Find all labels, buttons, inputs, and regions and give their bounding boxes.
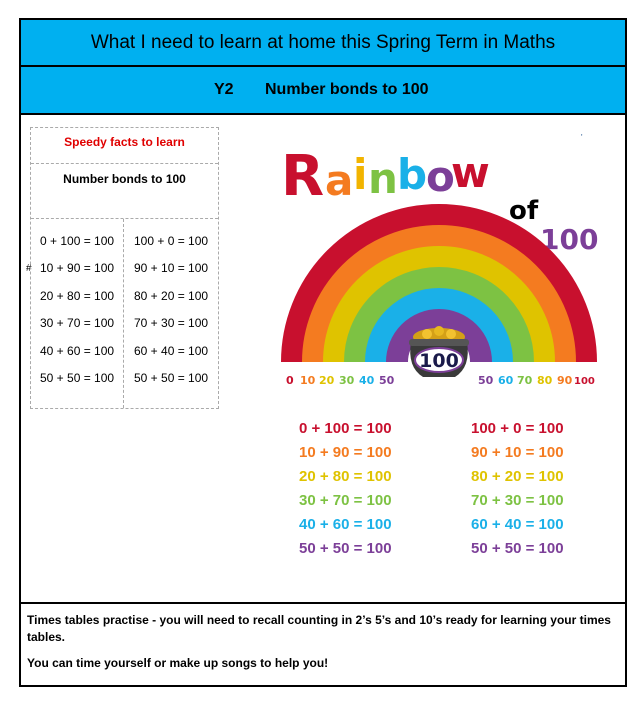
main-content (21, 115, 625, 602)
title-number: 100 (540, 223, 599, 256)
scale-right-80: 80 (537, 374, 553, 387)
title-of: of (509, 196, 539, 226)
scale-left-50: 50 (379, 374, 395, 387)
fact-item: 70 + 30 = 100 (134, 316, 209, 331)
title-letter-a: a (325, 156, 354, 205)
facts-heading: Speedy facts to learn (31, 128, 218, 164)
poster-sum: 20 + 80 = 100 (299, 468, 392, 485)
scale-right-50: 50 (478, 374, 494, 387)
fact-item: 40 + 60 = 100 (40, 343, 115, 358)
scale-right-100: 100 (574, 376, 595, 387)
scale-left-10: 10 (300, 374, 316, 387)
fact-item: 30 + 70 = 100 (40, 316, 115, 331)
title-letter-i: i (353, 150, 368, 199)
scale-right-90: 90 (557, 374, 573, 387)
scale-left-30: 30 (339, 374, 355, 387)
poster-sum: 30 + 70 = 100 (299, 492, 392, 509)
poster-sum: 50 + 50 = 100 (299, 540, 392, 557)
fact-item: 80 + 20 = 100 (134, 288, 209, 303)
poster-sum: 10 + 90 = 100 (299, 444, 392, 461)
fact-item: 60 + 40 = 100 (134, 343, 209, 358)
facts-table (30, 127, 219, 409)
year-label: Y2 (214, 81, 234, 98)
poster-sum: 80 + 20 = 100 (471, 468, 564, 485)
fact-item: 50 + 50 = 100 (40, 371, 115, 386)
facts-divider (123, 219, 124, 408)
footer-line-1: Times tables practise - you will need to recall counting in 2’s 5’s and 10’s ready for learning your times tables. (27, 613, 611, 644)
pot-of-gold (409, 326, 469, 377)
fact-item: 20 + 80 = 100 (40, 288, 115, 303)
stray-tick: ' (581, 133, 583, 142)
rainbow-poster (261, 127, 599, 587)
poster-sum: 70 + 30 = 100 (471, 492, 564, 509)
stray-mark: # (26, 263, 32, 274)
poster-sums-left (299, 417, 392, 561)
title-letter-o: o (426, 152, 455, 201)
rainbow-graphic (261, 127, 599, 397)
scale-left-0: 0 (286, 374, 294, 387)
fact-item: 0 + 100 = 100 (40, 234, 115, 248)
title-letter-n: n (368, 154, 398, 203)
title-letter-w: w (451, 148, 490, 197)
scale-left-40: 40 (359, 374, 375, 387)
title-letter-r: R (281, 144, 325, 209)
pot-label: 100 (419, 350, 459, 372)
fact-item: 10 + 90 = 100 (40, 261, 115, 276)
facts-left-column (40, 228, 114, 392)
fact-item: 100 + 0 = 100 (134, 234, 209, 248)
poster-sum: 0 + 100 = 100 (299, 420, 392, 437)
facts-right-column (134, 228, 208, 392)
page-title: What I need to learn at home this Spring Term in Maths (21, 20, 625, 67)
scale-right-60: 60 (498, 374, 514, 387)
poster-sum: 100 + 0 = 100 (471, 420, 564, 437)
topic-label: Number bonds to 100 (265, 81, 429, 98)
poster-sum: 50 + 50 = 100 (471, 540, 564, 557)
footer-line-2: You can time yourself or make up songs to help you! (27, 656, 329, 670)
title-letter-b: b (397, 150, 428, 199)
poster-sum: 40 + 60 = 100 (299, 516, 392, 533)
poster-sums-right (471, 417, 564, 561)
fact-item: 90 + 10 = 100 (134, 261, 209, 276)
footer-notes (21, 602, 625, 685)
facts-subheading: Number bonds to 100 (31, 164, 218, 219)
subtitle-bar (21, 67, 625, 115)
scale-right-70: 70 (517, 374, 533, 387)
scale-left-20: 20 (319, 374, 335, 387)
poster-sum: 90 + 10 = 100 (471, 444, 564, 461)
worksheet-frame (19, 18, 627, 687)
poster-sum: 60 + 40 = 100 (471, 516, 564, 533)
fact-item: 50 + 50 = 100 (134, 371, 209, 386)
